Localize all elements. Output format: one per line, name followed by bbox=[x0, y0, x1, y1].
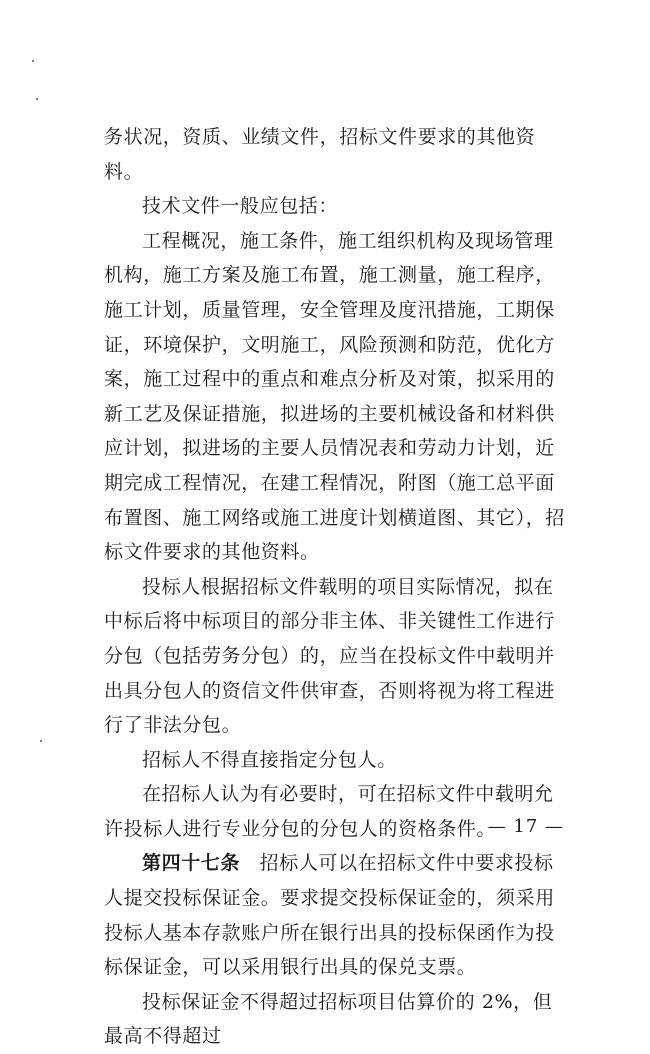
article-47 bbox=[104, 846, 566, 984]
scan-speck bbox=[36, 98, 38, 100]
article-heading: 第四十七条 bbox=[142, 852, 241, 875]
paragraph-no-designation: 招标人不得直接指定分包人。 bbox=[142, 748, 397, 771]
scan-speck bbox=[32, 60, 34, 62]
paragraph-technical-docs-intro: 技术文件一般应包括： bbox=[142, 195, 339, 218]
paragraph-technical-docs-list: 工程概况，施工条件，施工组织机构及现场管理机构，施工方案及施工布置，施工测量，施工程序，施工计划，质量管理，安全管理及度汛措施，工期保证，环境保护，文明施工，风险预测和防范，优化方案，施工过程中的重点和难点分析及对策，拟采用的新工艺及保证措施，拟进场的主要机械设备和材料供应计划，拟进场的主要人员情况表和劳动力计划，近期完成工程情况，在建工程情况，附图（施工总平面布置图、施工网络或施工进度计划横道图、其它），招标文件要求的其他资料。 bbox=[104, 229, 565, 564]
paragraph-specialist-subcontract: 在招标人认为有必要时，可在招标文件中载明允许投标人进行专业分包的分包人的资格条件。 bbox=[104, 783, 554, 840]
scan-speck bbox=[40, 740, 42, 742]
article-text: 招标人可以在招标文件中要求投标人提交投标保证金。要求提交投标保证金的，须采用投标人基本存款账户所在银行出具的投标保函作为投标保证金，可以采用银行出具的保兑支票。 bbox=[104, 852, 555, 979]
paragraph-bid-bond-limit: 投标保证金不得超过招标项目估算价的 2%，但最高不得超过 bbox=[104, 990, 553, 1048]
paragraph-subcontracting: 投标人根据招标文件载明的项目实际情况，拟在中标后将中标项目的部分非主体、非关键性工作进行分包（包括劳务分包）的，应当在投标文件中载明并出具分包人的资信文件供审查，否则将视为将工程进行了非法分包。 bbox=[104, 575, 555, 737]
page-number: — 17 — bbox=[487, 816, 564, 837]
paragraph-continued: 务状况，资质、业绩文件，招标文件要求的其他资料。 bbox=[104, 126, 536, 183]
document-body bbox=[104, 120, 566, 1054]
